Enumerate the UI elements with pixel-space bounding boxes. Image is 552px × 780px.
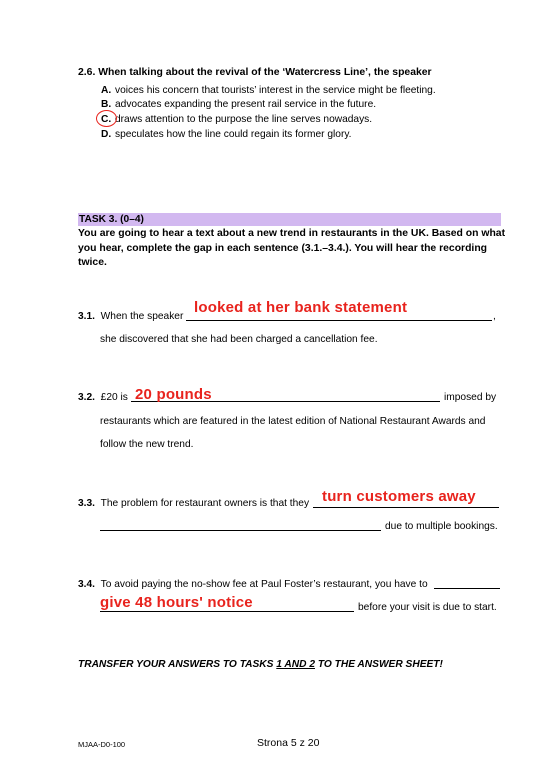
item-text: £20 is (100, 392, 128, 403)
option-text: speculates how the line could regain its former glory. (115, 129, 352, 140)
option-d[interactable] (101, 129, 352, 140)
item-number: 3.3. (78, 498, 95, 509)
answer-line-3-4a[interactable] (434, 588, 500, 589)
item-3-3-prompt (78, 498, 309, 509)
task-3-header-bar (78, 213, 501, 226)
option-text: voices his concern that tourists’ interest in the service might be fleeting. (115, 85, 436, 96)
item-3-1-prompt (78, 311, 183, 322)
selected-answer-circle (96, 110, 117, 127)
item-3-1-after: , (493, 311, 496, 322)
question-number: 2.6. (78, 67, 96, 78)
option-b[interactable] (101, 99, 376, 110)
item-number: 3.2. (78, 392, 95, 403)
item-3-2-continuation-2: follow the new trend. (100, 439, 194, 450)
task-3-instructions: You are going to hear a text about a new trend in restaurants in the UK. Based on what you hear, complete the gap in each sentence (3.1.–3.4.). You will hear the recording twice. (78, 228, 506, 268)
task-3-title: TASK 3. (0–4) (79, 214, 144, 225)
item-3-4-after: before your visit is due to start. (358, 602, 497, 613)
option-text: draws attention to the purpose the line serves nowadays. (115, 114, 373, 125)
option-letter: D. (101, 129, 112, 140)
item-3-2-after: imposed by (444, 392, 497, 403)
exam-code: MJAA-D0-100 (78, 740, 126, 749)
transfer-tasks: 1 AND 2 (276, 659, 315, 670)
answer-line-3-3a[interactable] (313, 507, 499, 508)
handwritten-answer-3-3: turn customers away (322, 488, 476, 505)
item-3-2-continuation-1: restaurants which are featured in the latest edition of National Restaurant Awards and (100, 416, 486, 427)
item-text: The problem for restaurant owners is that they (100, 498, 310, 509)
item-3-3-after: due to multiple bookings. (385, 521, 498, 532)
handwritten-answer-3-2: 20 pounds (135, 386, 212, 403)
item-3-2-prompt (78, 392, 128, 403)
question-stem: When talking about the revival of the ‘Watercress Line’, the speaker (98, 67, 432, 78)
item-3-4-prompt (78, 579, 428, 590)
item-text: To avoid paying the no-show fee at Paul Foster’s restaurant, you have to (100, 579, 428, 590)
answer-line-3-1[interactable] (186, 320, 492, 321)
transfer-notice (78, 659, 443, 670)
item-text: When the speaker (100, 311, 184, 322)
page-number: Strona 5 z 20 (257, 737, 320, 749)
answer-line-3-4b[interactable] (100, 611, 354, 612)
option-letter: B. (101, 99, 112, 110)
option-c[interactable] (101, 114, 372, 125)
item-number: 3.1. (78, 311, 95, 322)
question-2-6-stem (78, 67, 432, 78)
option-letter: C. (101, 114, 112, 125)
option-text: advocates expanding the present rail service in the future. (115, 99, 377, 110)
transfer-text-end: TO THE ANSWER SHEET! (314, 659, 443, 670)
item-number: 3.4. (78, 579, 95, 590)
answer-line-3-3b[interactable] (100, 530, 381, 531)
transfer-text: TRANSFER YOUR ANSWERS TO TASKS (78, 659, 277, 670)
option-letter: A. (101, 85, 112, 96)
handwritten-answer-3-4: give 48 hours' notice (100, 594, 253, 611)
item-3-1-continuation: she discovered that she had been charged a cancellation fee. (100, 334, 378, 345)
handwritten-answer-3-1: looked at her bank statement (194, 299, 408, 316)
option-a[interactable] (101, 85, 436, 96)
